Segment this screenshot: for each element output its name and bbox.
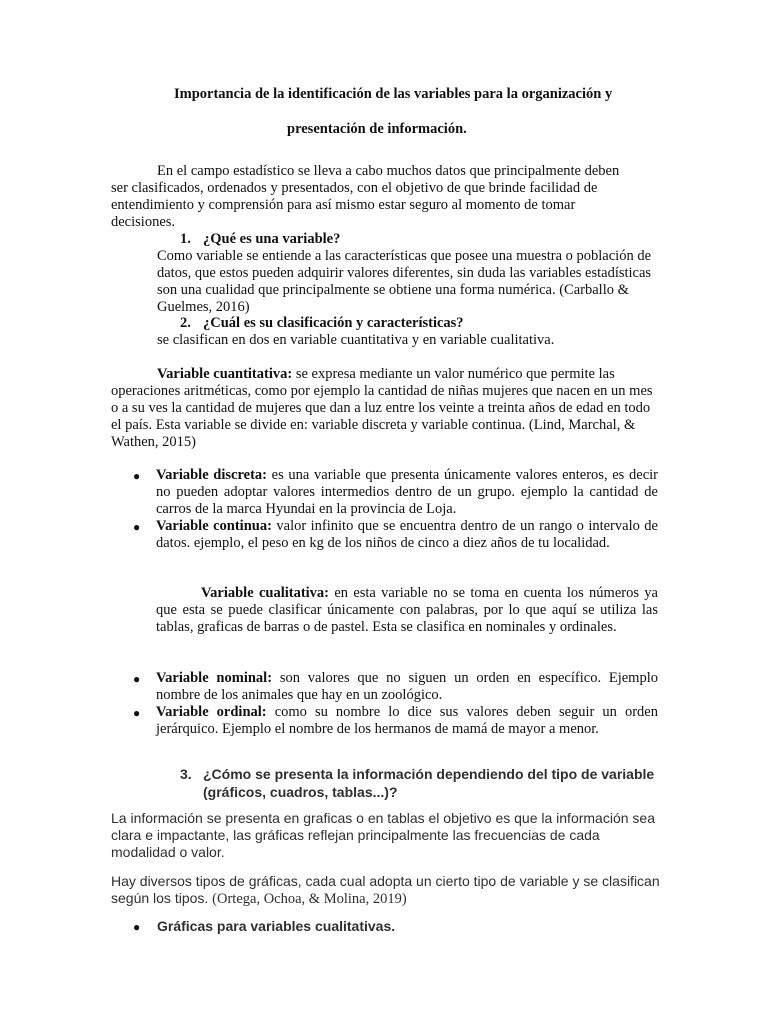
term-cuantitativa: Variable cuantitativa: [157,366,293,382]
question-1-answer: Como variable se entiende a las características que posee una muestra o población de datos, que estos pueden adquirir valores diferentes, sin duda las variables estadísticas son una cualidad que principalmente se obtiene una forma numérica. (Carballo & Guelmes, 2016) [157,248,652,315]
question-3-line-1: ¿Cómo se presenta la información dependiendo del tipo de variable [203,766,655,782]
bullet-variable-continua: Variable continua: valor infinito que se encuentra dentro de un rango o intervalo de datos. ejemplo, el peso en kg de los niños de cinco a diez años de tu localidad. [156,518,658,551]
question-2-answer: se clasifican en dos en variable cuantitativa y en variable cualitativa. [157,332,555,348]
bullet-icon: ● [133,469,141,483]
question-3-number: 3. [180,766,192,782]
types-paragraph: Hay diversos tipos de gráficas, cada cual adopta un cierto tipo de variable y se clasifican según los tipos. (Ortega, Ochoa, & Molina, 2019) [111,873,660,907]
question-2: ¿Cuál es su clasificación y características? [203,315,464,331]
intro-paragraph: En el campo estadístico se lleva a cabo muchos datos que principalmente deben ser clasificados, ordenados y presentados, con el objetivo de que brinde facilidad de entendimiento y comprensión para así mismo estar seguro al momento de tomar decisiones. [111,163,620,230]
bullet-graficas-cualitativas: Gráficas para variables cualitativas. [157,918,396,934]
citation: (Ortega, Ochoa, & Molina, 2019) [212,891,407,907]
bullet-variable-ordinal: Variable ordinal: como su nombre lo dice sus valores deben seguir un orden jerárquico. Ejemplo el nombre de los hermanos de mamá de mayor a menor. [156,704,658,737]
title-line-2: presentación de información. [287,121,467,137]
question-3-line-2: (gráficos, cuadros, tablas...)? [203,784,398,800]
bullet-variable-nominal: Variable nominal: son valores que no siguen un orden en específico. Ejemplo nombre de los animales que hay en un zoológico. [156,670,658,703]
variable-cuantitativa-paragraph: Variable cuantitativa: se expresa mediante un valor numérico que permite las operaciones aritméticas, como por ejemplo la cantidad de niñas mujeres que nacen en un mes o a su ves la cantidad de mujeres que dan a luz entre los veinte a treinta años de edad en todo el país. Esta variable se divide en: variable discreta y variable continua. (Lind, Marchal, & Wathen, 2015) [111,366,653,450]
bullet-icon: ● [133,672,141,686]
question-1-number: 1. [180,231,191,247]
question-1: ¿Qué es una variable? [203,231,341,247]
variable-cualitativa-paragraph: Variable cualitativa: en esta variable no se toma en cuenta los números ya que esta se puede clasificar únicamente con palabras, por lo que aquí se utiliza las tablas, graficas de barras o de pastel. Esta se clasifica en nominales y ordinales. [156,585,658,635]
bullet-icon: ● [133,920,141,934]
question-2-number: 2. [180,315,191,331]
title-line-1: Importancia de la identificación de las variables para la organización y [174,86,613,102]
bullet-icon: ● [133,520,141,534]
info-paragraph: La información se presenta en graficas o en tablas el objetivo es que la información sea clara e impactante, las gráficas reflejan principalmente las frecuencias de cada modalidad o valor. [111,810,655,860]
bullet-icon: ● [133,706,141,720]
bullet-variable-discreta: Variable discreta: es una variable que presenta únicamente valores enteros, es decir no pueden adoptar valores intermedios dentro de un grupo. ejemplo la cantidad de carros de la marca Hyundai en la provincia de Loja. [156,467,658,517]
